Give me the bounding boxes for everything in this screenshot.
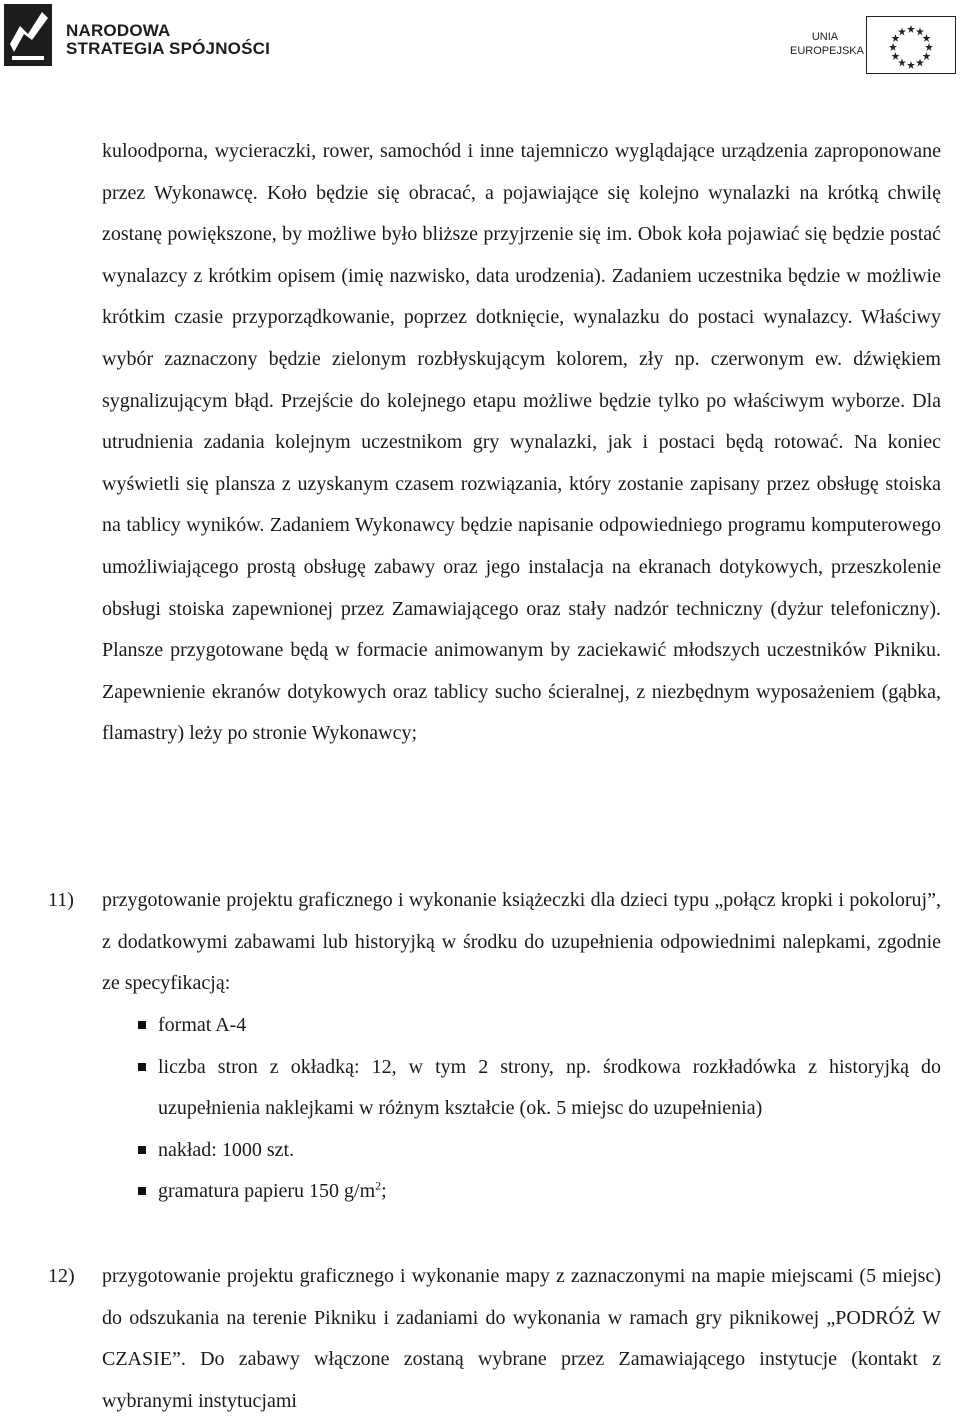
nss-logo-icon (4, 4, 52, 66)
page-header (0, 0, 960, 90)
superscript: 2 (375, 1178, 382, 1193)
item-text: przygotowanie projektu graficznego i wykonanie książeczki dla dzieci typu „połącz kropki i pokoloruj”, z dodatkowymi zabawami lub historyjką w środku do uzupełnienia odpowiednimi nalepkami, zgodnie ze specyfikacją: (102, 889, 941, 995)
bullet-text: gramatura papieru 150 g/m (158, 1180, 376, 1203)
bullet-item (102, 1047, 941, 1130)
bullet-text: nakład: 1000 szt. (158, 1138, 295, 1161)
nss-line2: STRATEGIA SPÓJNOŚCI (66, 39, 271, 58)
square-bullet-icon (138, 1021, 146, 1029)
square-bullet-icon (138, 1063, 146, 1071)
bullet-text: liczba stron z okładką: 12, w tym 2 strony, np. środkowa rozkładówka z historyjką do uzupełnienia naklejkami w różnym kształcie (ok. 5 miejsc do uzupełnienia) (158, 1055, 941, 1120)
bullet-item (102, 1005, 941, 1047)
bullet-text: format A-4 (158, 1014, 247, 1036)
bullet-end: ; (381, 1180, 387, 1203)
spec-bullet-list (102, 1005, 941, 1213)
item-number: 12) (48, 1265, 75, 1287)
item-number: 11) (48, 889, 74, 911)
bullet-item (102, 1171, 941, 1213)
square-bullet-icon (138, 1146, 146, 1154)
bullet-item (102, 1130, 941, 1172)
item-text: przygotowanie projektu graficznego i wykonanie mapy z zaznaczonymi na mapie miejscami (5 miejsc) do odszukania na terenie Pikniku i zadaniami do wykonania w ramach gry piknikowej „PODRÓŻ W CZASIE”. Do zabawy włączone zostaną wybrane przez Zamawiającego instytucje (kontakt z wybranymi instytucjami (102, 1265, 941, 1412)
ue-line1: UNIA (811, 31, 839, 43)
ue-line2: EUROPEJSKA (790, 45, 864, 57)
nss-line1: NARODOWA (66, 21, 171, 40)
ue-logo-text (790, 30, 864, 58)
eu-flag-icon (866, 16, 956, 74)
eu-stars-icon (867, 17, 955, 73)
square-bullet-icon (138, 1187, 146, 1195)
nss-logo-text (66, 22, 270, 58)
intro-paragraph: kuloodporna, wycieraczki, rower, samochód i inne tajemniczo wyglądające urządzenia zaproponowane przez Wykonawcę. Koło będzie się obracać, a pojawiające się kolejno wynalazki na krótką chwilę zostanę powiększone, by możliwe było bliższe przyjrzenie się im. Obok koła pojawiać się będzie postać wynalazcy z krótkim opisem (imię nazwisko, data urodzenia). Zadaniem uczestnika będzie w możliwie krótkim czasie przyporządkowanie, poprzez dotknięcie, wynalazku do postaci wynalazcy. Właściwy wybór zaznaczony będzie zielonym rozbłyskującym kolorem, zły np. czerwonym ew. dźwiękiem sygnalizującym błąd. Przejście do kolejnego etapu możliwe będzie tylko po właściwym wyborze. Dla utrudnienia zadania kolejnym uczestnikom gry wynalazki, jak i postaci będą rotować. Na koniec wyświetli się plansza z uzyskanym czasem rozwiązania, który zostanie zapisany przez obsługę stoiska na tablicy wyników. Zadaniem Wykonawcy będzie napisanie odpowiedniego programu komputerowego umożliwiającego prostą obsługę zabawy oraz jego instalacja na ekranach dotykowych, przeszkolenie obsługi stoiska zapewnionej przez Zamawiającego oraz stały nadzór techniczny (dyżur telefoniczny). Plansze przygotowane będą w formacie animowanym by zaciekawić młodszych uczestników Pikniku. Zapewnienie ekranów dotykowych oraz tablicy sucho ścieralnej, z niezbędnym wyposażeniem (gąbka, flamastry) leży po stronie Wykonawcy; (102, 140, 941, 745)
